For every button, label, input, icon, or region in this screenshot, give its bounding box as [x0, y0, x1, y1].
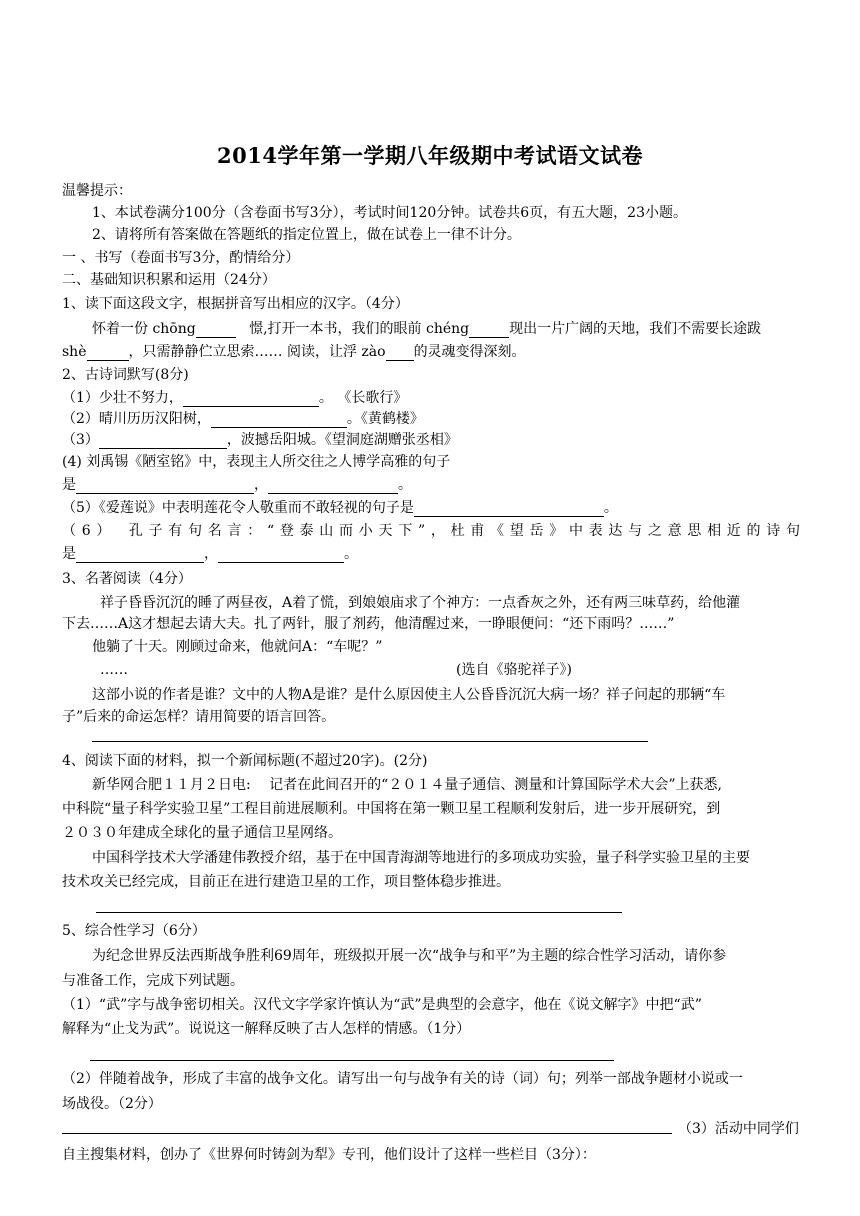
exam-title: 2014学年第一学期八年级期中考试语文试卷: [217, 143, 643, 168]
passage-line: 中国科学技术大学潘建伟教授介绍，基于在中国青海湖等地进行的多项成功实验，量子科学实验卫星的主要: [92, 850, 750, 866]
passage-ellipsis: ……: [100, 662, 128, 678]
answer-blank[interactable]: [196, 323, 236, 338]
passage-line: 中科院“量子科学实验卫星”工程目前进展顺利。中国将在第一颗卫星工程顺利发射后，进一步开展研究，到: [62, 801, 721, 817]
question-1-text: 现出一片广阔的天地，我们不需要长途跋: [509, 321, 762, 337]
answer-blank[interactable]: [76, 479, 254, 494]
question-2-stem: 2、古诗词默写(8分): [62, 367, 189, 383]
poem-text: （2）晴川历历汉阳树，: [62, 411, 211, 427]
poem-text: （5）《爱莲说》中表明莲花令人敬重而不敢轻视的句子是: [62, 500, 414, 516]
sub-question-2: 场战役。（2分）: [62, 1096, 162, 1112]
passage-line: 下去……A这才想起去请大夫。扎了两针，服了剂药，他清醒过来，一睁眼便问：“还下雨吗？……”: [62, 616, 675, 632]
sub-question-3: 自主搜集材料，创办了《世界何时铸剑为犁》专刊，他们设计了这样一些栏目（3分）：: [62, 1147, 596, 1163]
poem-text: ，: [254, 477, 268, 493]
question-5-stem: 5、综合性学习（6分）: [62, 923, 206, 939]
answer-line[interactable]: [96, 912, 622, 913]
answer-line[interactable]: [90, 1060, 614, 1061]
poem-text: 是: [62, 546, 76, 562]
passage-source: (选自《骆驼祥子》): [456, 662, 572, 678]
question-1-line-1: [92, 320, 761, 338]
poem-text: （1）少壮不努力，: [62, 390, 183, 406]
notice-item-2: 2、请将所有答案做在答题纸的指定位置上，做在试卷上一律不计分。: [92, 227, 521, 243]
poem-text: 。: [344, 546, 358, 562]
poem-text: 。 《长歌行》: [318, 390, 408, 406]
question-3-prompt: 这部小说的作者是谁？文中的人物A是谁？是什么原因使主人公昏昏沉沉大病一场？祥子问起的那辆“车: [92, 687, 726, 703]
poem-text: （3）: [62, 432, 99, 448]
question-3-prompt: 子”后来的命运怎样？请用简要的语言回答。: [62, 709, 336, 725]
question-1-text: 憬,打开一本书，我们的眼前 chéng: [249, 321, 470, 337]
section-1-heading: 一 、书写（卷面书写3分，酌情给分）: [62, 250, 300, 266]
passage-line: ２０３０年建成全球化的量子通信卫星网络。: [62, 825, 342, 841]
answer-blank[interactable]: [99, 434, 227, 449]
poem-text: 。《黄鹤楼》: [346, 411, 424, 427]
poem-text: ，波撼岳阳城。《望洞庭湖赠张丞相》: [226, 432, 458, 448]
question-1-stem: 1、读下面这段文字，根据拼音写出相应的汉字。（4分）: [62, 296, 409, 312]
answer-blank[interactable]: [87, 346, 129, 361]
question-1-text: 怀着一份 chōng: [92, 321, 196, 337]
question-1-text: shè: [62, 344, 87, 360]
answer-blank[interactable]: [469, 323, 509, 338]
notice-heading: 温馨提示：: [62, 183, 132, 199]
answer-line[interactable]: [62, 1133, 672, 1134]
passage-line: 与准备工作，完成下列试题。: [62, 973, 244, 989]
answer-blank[interactable]: [183, 392, 319, 407]
answer-blank[interactable]: [211, 413, 347, 428]
notice-item-1: 1、本试卷满分100分（含卷面书写3分），考试时间120分钟。试卷共6页，有五大题，23小题。: [92, 205, 687, 221]
question-3-stem: 3、名著阅读（4分）: [62, 571, 192, 587]
poem-item-4-answer: [62, 476, 412, 494]
passage-line: 新华网合肥１１月２日电: 记者在此间召开的“２０１４量子通信、测量和计算国际学术大会”上获悉,: [92, 777, 722, 793]
poem-item-1: [62, 389, 407, 407]
poem-text: ，: [204, 546, 218, 562]
answer-blank[interactable]: [414, 502, 604, 517]
question-4-stem: 4、阅读下面的材料，拟一个新闻标题(不超过20字)。(2分): [62, 753, 428, 769]
passage-line: 祥子昏昏沉沉的睡了两昼夜，A着了慌，到娘娘庙求了个神方：一点香灰之外，还有两三味草药，给他灌: [100, 595, 741, 611]
poem-item-6: （6） 孔子有句名言：“登泰山而小天下”，杜甫《望岳》中表达与之意思相近的诗句: [62, 523, 800, 539]
sub-question-1: （1）“武”字与战争密切相关。汉代文字学家许慎认为“武”是典型的会意字，他在《说文解字》中把“武”: [62, 997, 702, 1013]
poem-text: 。: [603, 500, 618, 516]
answer-blank[interactable]: [268, 479, 398, 494]
poem-item-2: [62, 410, 424, 428]
question-1-text: ，只需静静伫立思索…… 阅读，让浮 zào: [128, 344, 386, 360]
section-2-heading: 二、基础知识积累和运用（24分）: [62, 272, 276, 288]
poem-text: 是: [62, 477, 76, 493]
poem-item-5: [62, 499, 618, 517]
answer-blank[interactable]: [218, 548, 344, 563]
answer-blank[interactable]: [76, 548, 204, 563]
sub-question-3: （3）活动中同学们: [678, 1121, 799, 1137]
answer-blank[interactable]: [386, 346, 414, 361]
poem-item-6-answer: [62, 545, 358, 563]
answer-line[interactable]: [92, 741, 648, 742]
question-1-text: 的灵魂变得深刻。: [413, 344, 526, 360]
sub-question-2: （2）伴随着战争，形成了丰富的战争文化。请写出一句与战争有关的诗（词）句；列举一部战争题材小说或一: [62, 1071, 743, 1087]
passage-line: 他躺了十天。刚顾过命来，他就问A：“车呢？”: [92, 639, 383, 655]
sub-question-1: 解释为“止戈为武”。说说这一解释反映了古人怎样的情感。（1分）: [62, 1021, 471, 1037]
poem-item-3: [62, 431, 458, 449]
passage-line: 为纪念世界反法西斯战争胜利69周年，班级拟开展一次“战争与和平”为主题的综合性学习活动，请你参: [92, 948, 727, 964]
passage-line: 技术攻关已经完成，目前正在进行建造卫星的工作，项目整体稳步推进。: [62, 874, 510, 890]
question-1-line-2: [62, 343, 526, 361]
poem-item-4: (4) 刘禹锡《陋室铭》中，表现主人所交往之人博学高雅的句子: [62, 454, 451, 470]
poem-text: 。: [398, 477, 412, 493]
